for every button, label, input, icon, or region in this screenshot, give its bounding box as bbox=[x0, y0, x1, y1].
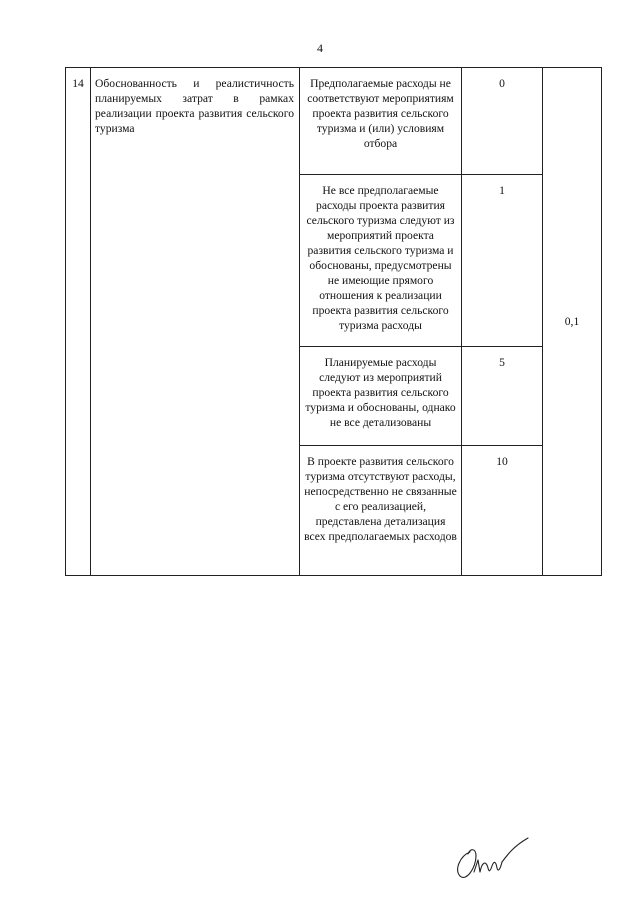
page-number: 4 bbox=[317, 41, 323, 55]
option-score: 10 bbox=[462, 446, 543, 576]
option-score: 5 bbox=[462, 347, 543, 446]
criterion-name: Обоснованность и реалистичность планируемых затрат в рамках реализации проекта развития сельского туризма bbox=[91, 68, 300, 576]
option-description: Предполагаемые расходы не соответствуют мероприятиям проекта развития сельского туризма и (или) условиям отбора bbox=[300, 68, 462, 175]
option-description: Планируемые расходы следуют из мероприятий проекта развития сельского туризма и обоснованы, однако не все детализованы bbox=[300, 347, 462, 446]
criteria-table bbox=[65, 67, 602, 576]
criterion-weight: 0,1 bbox=[543, 68, 602, 576]
handwritten-signature-icon bbox=[452, 832, 532, 882]
table-row bbox=[66, 68, 602, 175]
option-score: 1 bbox=[462, 175, 543, 347]
option-score: 0 bbox=[462, 68, 543, 175]
option-description: В проекте развития сельского туризма отсутствуют расходы, непосредственно не связанные с его реализацией, представлена детализация всех предполагаемых расходов bbox=[300, 446, 462, 576]
criterion-number: 14 bbox=[66, 68, 91, 576]
option-description: Не все предполагаемые расходы проекта развития сельского туризма следуют из мероприятий проекта развития сельского туризма и обоснованы, предусмотрены не имеющие прямого отношения к реализации проекта развития сельского туризма расходы bbox=[300, 175, 462, 347]
